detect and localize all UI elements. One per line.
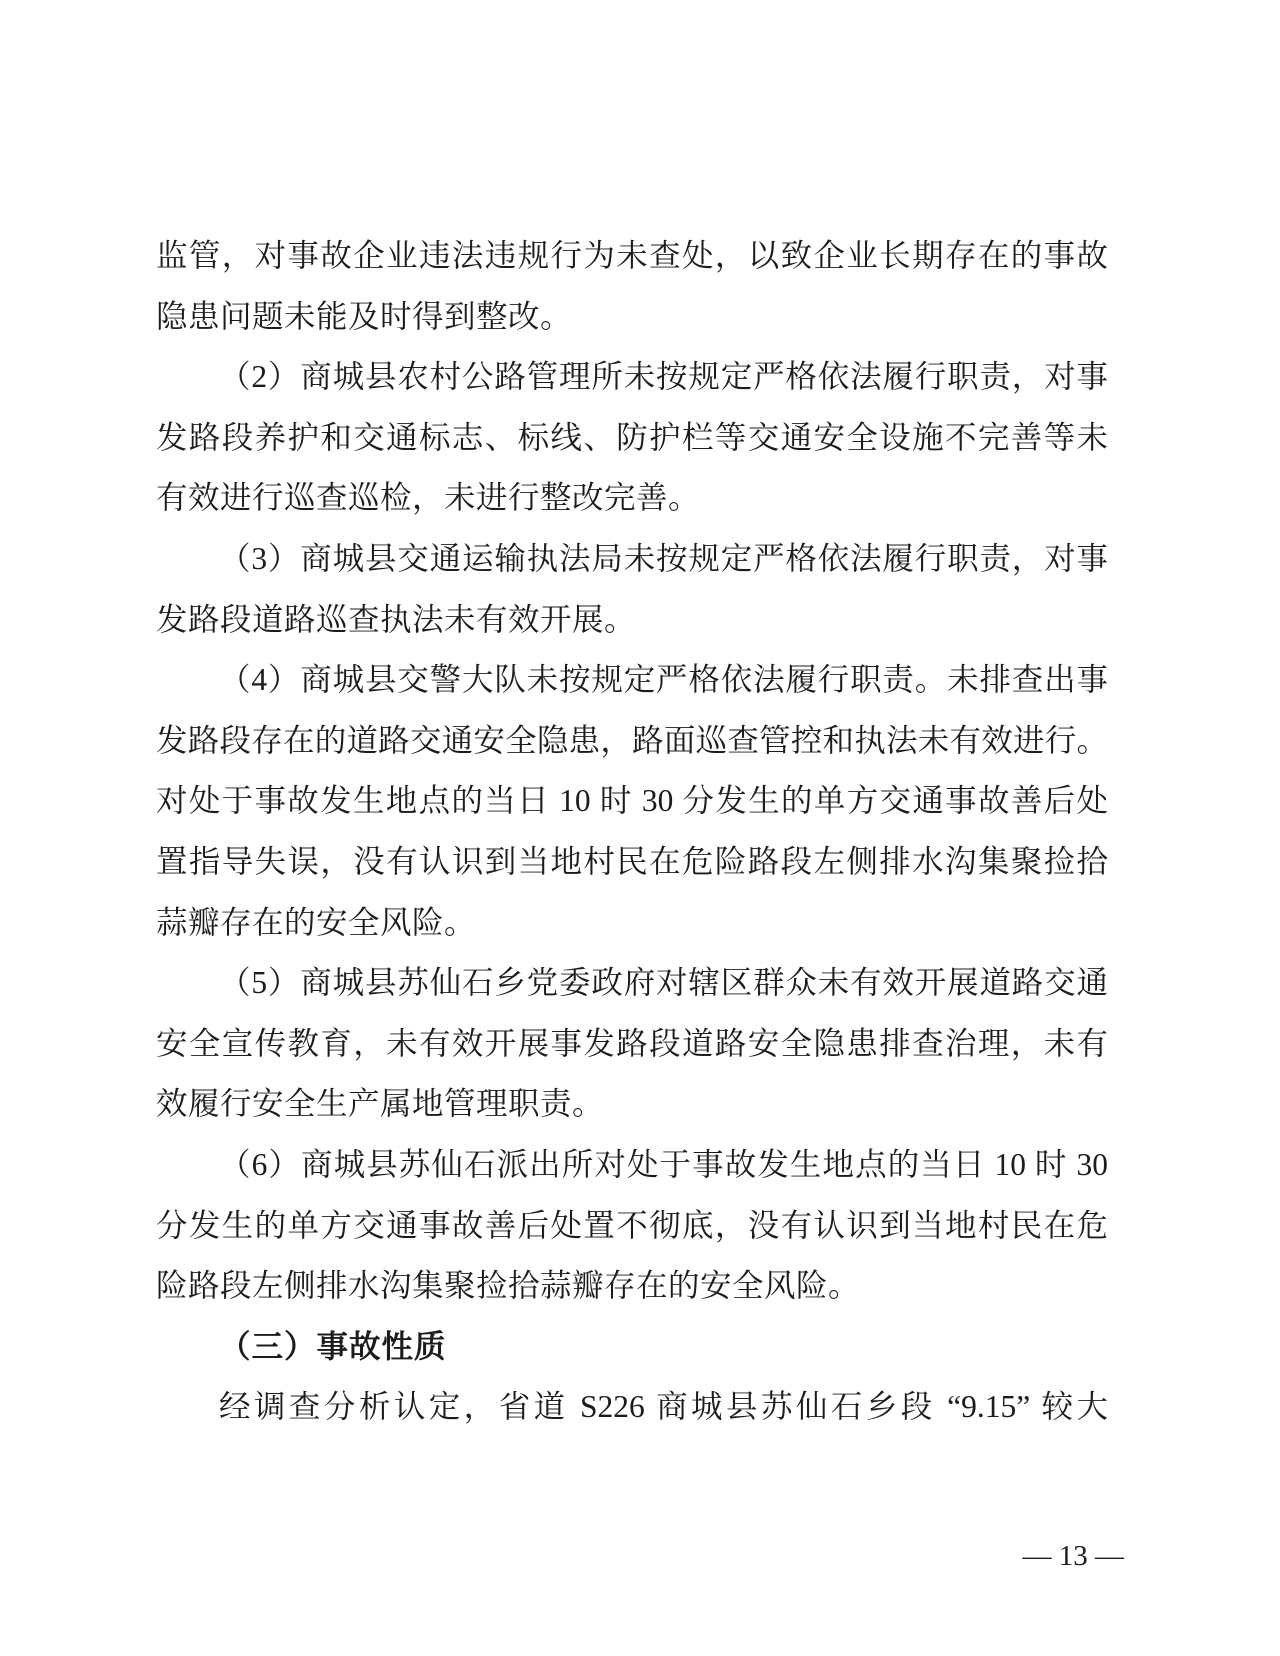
section-heading: （三）事故性质 [219, 1328, 447, 1364]
text-line: 效履行安全生产属地管理职责。 [156, 1086, 605, 1122]
text-line: （6）商城县苏仙石派出所对处于事故发生地点的当日 10 时 30 [219, 1146, 1108, 1182]
text-line: 经调查分析认定，省道 S226 商城县苏仙石乡段 “9.15” 较大 [219, 1389, 1108, 1425]
text-line: 监管，对事故企业违法违规行为未查处，以致企业长期存在的事故 [156, 238, 1108, 273]
text-line: 对处于事故发生地点的当日 10 时 30 分发生的单方交通事故善后处 [156, 783, 1108, 819]
text-line: （3）商城县交通运输执法局未按规定严格依法履行职责，对事 [219, 540, 1108, 576]
text-line: （2）商城县农村公路管理所未按规定严格依法履行职责，对事 [219, 359, 1108, 395]
page-number: — 13 — [1022, 1540, 1124, 1572]
text-line: 分发生的单方交通事故善后处置不彻底，没有认识到当地村民在危 [156, 1207, 1108, 1243]
text-line: 发路段存在的道路交通安全隐患，路面巡查管控和执法未有效进行。 [156, 722, 1108, 758]
text-line: 发路段养护和交通标志、标线、防护栏等交通安全设施不完善等未 [156, 419, 1108, 455]
text-line: 置指导失误，没有认识到当地村民在危险路段左侧排水沟集聚捡拾 [156, 843, 1108, 879]
text-line: 隐患问题未能及时得到整改。 [156, 298, 573, 334]
text-line: 有效进行巡查巡检，未进行整改完善。 [156, 480, 701, 516]
text-line: （4）商城县交警大队未按规定严格依法履行职责。未排查出事 [219, 662, 1108, 698]
text-line: （5）商城县苏仙石乡党委政府对辖区群众未有效开展道路交通 [219, 965, 1108, 1001]
text-line: 蒜瓣存在的安全风险。 [156, 904, 477, 940]
document-body [156, 226, 1108, 1438]
text-line: 安全宣传教育，未有效开展事发路段道路安全隐患排查治理，未有 [156, 1025, 1108, 1061]
text-line: 险路段左侧排水沟集聚捡拾蒜瓣存在的安全风险。 [156, 1268, 861, 1304]
text-line: 发路段道路巡查执法未有效开展。 [156, 601, 637, 637]
